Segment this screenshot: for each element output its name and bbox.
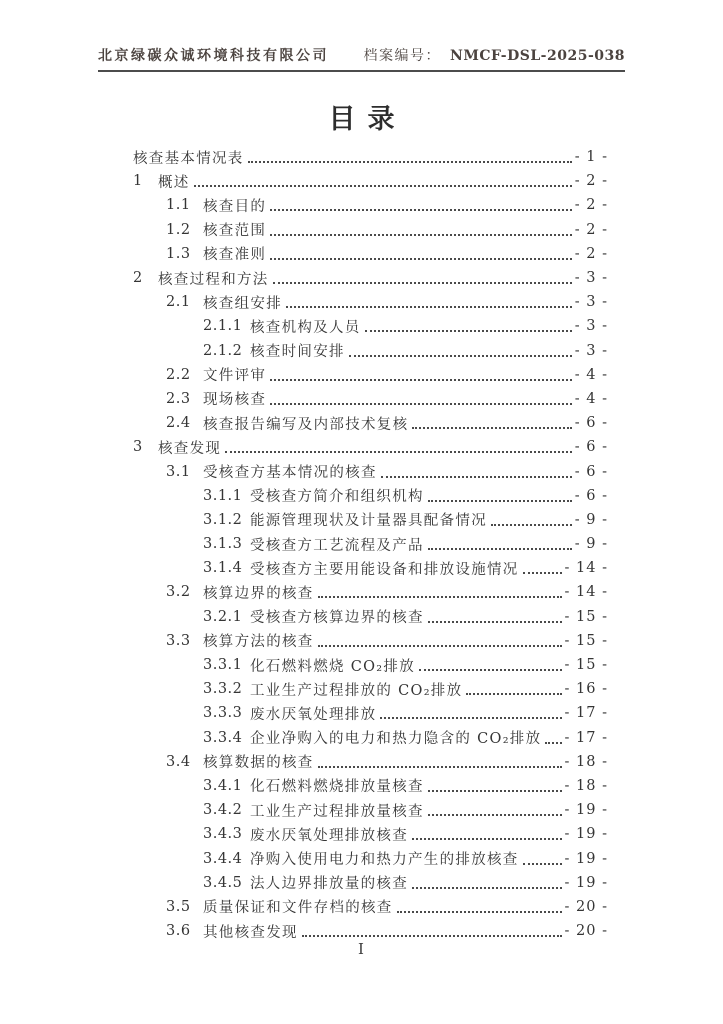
toc-entry-page: - 6 - [574,487,608,504]
toc-leader-dots [523,863,562,865]
toc-entry[interactable] [133,726,608,750]
toc-entry[interactable] [133,605,608,629]
toc-entry[interactable] [133,218,608,242]
toc-leader-dots [286,306,572,308]
toc-entry[interactable] [133,387,608,411]
toc-entry-number: 3.5 [166,898,191,915]
toc-entry[interactable] [133,895,608,919]
toc-entry-page: - 20 - [564,923,608,940]
toc-entry-page: - 20 - [564,898,608,915]
toc-leader-dots [365,330,572,332]
toc-entry-label: 核查报告编写及内部技术复核 [203,416,409,433]
archive-number-value: NMCF-DSL-2025-038 [450,48,625,64]
toc-title: 目录 [328,104,407,135]
toc-entry-number: 3.3 [166,632,191,649]
toc-entry-page: - 2 - [574,245,608,262]
toc-leader-dots [491,524,572,526]
toc-entry-number: 3.1 [166,463,191,480]
toc-entry-number: 2 [133,270,143,287]
toc-entry-number: 3.3.2 [203,681,243,698]
toc-entry-label: 企业净购入的电力和热力隐含的 CO₂排放 [250,731,542,748]
toc-entry-page: - 3 - [574,294,608,311]
toc-leader-dots [428,548,572,550]
toc-leader-dots [381,476,572,478]
toc-entry[interactable] [133,871,608,895]
toc-leader-dots [318,596,562,598]
toc-entry-page: - 18 - [564,753,608,770]
toc-entry-label: 工业生产过程排放的 CO₂排放 [250,682,463,699]
toc-entry[interactable] [133,774,608,798]
toc-entry-label: 受核查方主要用能设备和排放设施情况 [250,561,519,578]
toc-leader-dots [302,935,562,937]
toc-entry-page: - 19 - [564,802,608,819]
toc-entry-number: 3.4.4 [203,850,243,867]
toc-entry[interactable] [133,169,608,193]
toc-entry[interactable] [133,411,608,435]
toc-entry-label: 受核查方工艺流程及产品 [250,537,424,554]
toc-entry-page: - 15 - [564,632,608,649]
toc-entry[interactable] [133,339,608,363]
toc-entry-page: - 9 - [574,511,608,528]
toc-entry-number: 3.1.3 [203,536,243,553]
toc-entry[interactable] [133,435,608,459]
toc-entry-label: 核算方法的核查 [203,634,314,651]
toc-entry[interactable] [133,580,608,604]
toc-entry-page: - 19 - [564,826,608,843]
toc-leader-dots [273,282,572,284]
toc-entry[interactable] [133,846,608,870]
toc-entry-label: 受核查方核算边界的核查 [250,610,424,627]
toc-entry-label: 核查范围 [203,223,267,240]
toc-leader-dots [270,209,572,211]
toc-entry-label: 法人边界排放量的核查 [250,876,408,893]
toc-entry-label: 化石燃料燃烧 CO₂排放 [250,658,416,675]
toc-entry-label: 废水厌氧处理排放 [250,706,377,723]
toc-entry-number: 3.4.5 [203,874,243,891]
toc-entry[interactable] [133,145,608,169]
toc-entry-page: - 6 - [574,463,608,480]
toc-leader-dots [428,790,562,792]
toc-leader-dots [194,185,572,187]
toc-entry[interactable] [133,629,608,653]
toc-entry-number: 2.4 [166,415,191,432]
toc-entry-page: - 4 - [574,366,608,383]
toc-leader-dots [318,766,562,768]
toc-entry-label: 概述 [158,174,190,191]
toc-entry-page: - 3 - [574,270,608,287]
toc-entry-page: - 17 - [564,705,608,722]
toc-leader-dots [397,911,562,913]
toc-entry-label: 废水厌氧处理排放核查 [250,827,408,844]
toc-entry[interactable] [133,532,608,556]
toc-leader-dots [349,355,572,357]
toc-leader-dots [419,669,562,671]
toc-entry-page: - 18 - [564,777,608,794]
toc-entry-number: 3.3.1 [203,657,243,674]
toc-entry-page: - 1 - [574,149,608,166]
toc-entry-number: 3.4.2 [203,802,243,819]
toc-entry[interactable] [133,266,608,290]
toc-entry-number: 2.1 [166,294,191,311]
toc-entry[interactable] [133,750,608,774]
toc-entry-label: 核查基本情况表 [133,150,244,167]
toc-entry-number: 3.6 [166,923,191,940]
toc-entry-number: 2.2 [166,366,191,383]
archive-number-group [364,45,625,65]
toc-entry-number: 3 [133,439,143,456]
toc-entry-number: 3.3.4 [203,729,243,746]
toc-entry-label: 质量保证和文件存档的核查 [203,900,393,917]
toc-entry-number: 3.4.3 [203,826,243,843]
toc-entry-page: - 3 - [574,318,608,335]
toc-entry-page: - 16 - [564,681,608,698]
toc-leader-dots [380,717,561,719]
toc-leader-dots [270,403,572,405]
toc-entry-number: 2.3 [166,390,191,407]
toc-leader-dots [412,838,562,840]
toc-entry[interactable] [133,677,608,701]
toc-entry-label: 工业生产过程排放量核查 [250,803,424,820]
toc-entry[interactable] [133,798,608,822]
toc-entry-page: - 15 - [564,657,608,674]
toc-entry-number: 1.1 [166,197,191,214]
toc-entry-number: 3.1.2 [203,511,243,528]
toc-entry-label: 核查机构及人员 [250,319,361,336]
toc-leader-dots [428,621,562,623]
toc-entry-label: 核查过程和方法 [158,271,269,288]
toc-entry-page: - 6 - [574,439,608,456]
toc-leader-dots [412,427,571,429]
toc-entry-number: 3.3.3 [203,705,243,722]
toc-list [133,145,608,943]
toc-entry-number: 3.1.4 [203,560,243,577]
toc-entry[interactable] [133,314,608,338]
toc-entry-label: 核算数据的核查 [203,755,314,772]
toc-leader-dots [248,161,572,163]
archive-number-label: 档案编号： [363,48,442,64]
toc-entry-label: 核查时间安排 [250,344,345,361]
toc-leader-dots [225,451,572,453]
toc-entry-page: - 9 - [574,536,608,553]
toc-entry[interactable] [133,363,608,387]
toc-entry-page: - 14 - [564,560,608,577]
page-number-footer: I [358,940,365,958]
toc-entry-page: - 15 - [564,608,608,625]
page-header [98,0,625,72]
toc-entry-label: 其他核查发现 [203,924,298,941]
toc-entry-page: - 4 - [574,390,608,407]
toc-entry-number: 1 [133,173,143,190]
toc-leader-dots [318,645,562,647]
toc-entry-number: 3.4.1 [203,777,243,794]
toc-entry-page: - 19 - [564,850,608,867]
toc-entry-number: 3.2.1 [203,608,243,625]
toc-entry-number: 3.4 [166,753,191,770]
toc-leader-dots [428,500,572,502]
toc-entry[interactable] [133,653,608,677]
toc-entry-page: - 17 - [564,729,608,746]
toc-entry-number: 1.3 [166,245,191,262]
toc-entry-number: 2.1.1 [203,318,243,335]
toc-entry[interactable] [133,193,608,217]
toc-entry-label: 现场核查 [203,392,267,409]
toc-entry-label: 受核查方基本情况的核查 [203,465,377,482]
toc-leader-dots [523,572,562,574]
toc-entry-page: - 2 - [574,173,608,190]
toc-entry-label: 核算边界的核查 [203,585,314,602]
toc-leader-dots [270,234,572,236]
toc-entry-label: 核查发现 [158,440,222,457]
toc-entry-number: 3.1.1 [203,487,243,504]
toc-leader-dots [270,379,572,381]
company-name: 北京绿碳众诚环境科技有限公司 [98,48,329,64]
toc-entry-page: - 19 - [564,874,608,891]
toc-entry-number: 3.2 [166,584,191,601]
toc-entry-label: 核查准则 [203,247,267,264]
toc-leader-dots [466,693,561,695]
toc-leader-dots [428,814,562,816]
toc-entry-label: 核查组安排 [203,295,282,312]
toc-entry-label: 化石燃料燃烧排放量核查 [250,779,424,796]
toc-leader-dots [270,258,572,260]
toc-entry-number: 1.2 [166,221,191,238]
toc-entry[interactable] [133,459,608,483]
toc-entry-page: - 2 - [574,197,608,214]
toc-leader-dots [412,887,562,889]
toc-entry-label: 能源管理现状及计量器具配备情况 [250,513,487,530]
toc-entry[interactable] [133,508,608,532]
toc-leader-dots [545,742,561,744]
toc-entry-page: - 3 - [574,342,608,359]
toc-entry[interactable] [133,701,608,725]
toc-entry-label: 文件评审 [203,368,267,385]
toc-entry-page: - 6 - [574,415,608,432]
toc-entry-page: - 14 - [564,584,608,601]
toc-entry-page: - 2 - [574,221,608,238]
toc-entry-label: 受核查方简介和组织机构 [250,489,424,506]
toc-entry-label: 净购入使用电力和热力产生的排放核查 [250,852,519,869]
toc-entry[interactable] [133,484,608,508]
toc-entry-label: 核查目的 [203,198,267,215]
toc-entry-number: 2.1.2 [203,342,243,359]
toc-entry[interactable] [133,556,608,580]
toc-entry[interactable] [133,242,608,266]
toc-entry[interactable] [133,290,608,314]
toc-entry[interactable] [133,822,608,846]
